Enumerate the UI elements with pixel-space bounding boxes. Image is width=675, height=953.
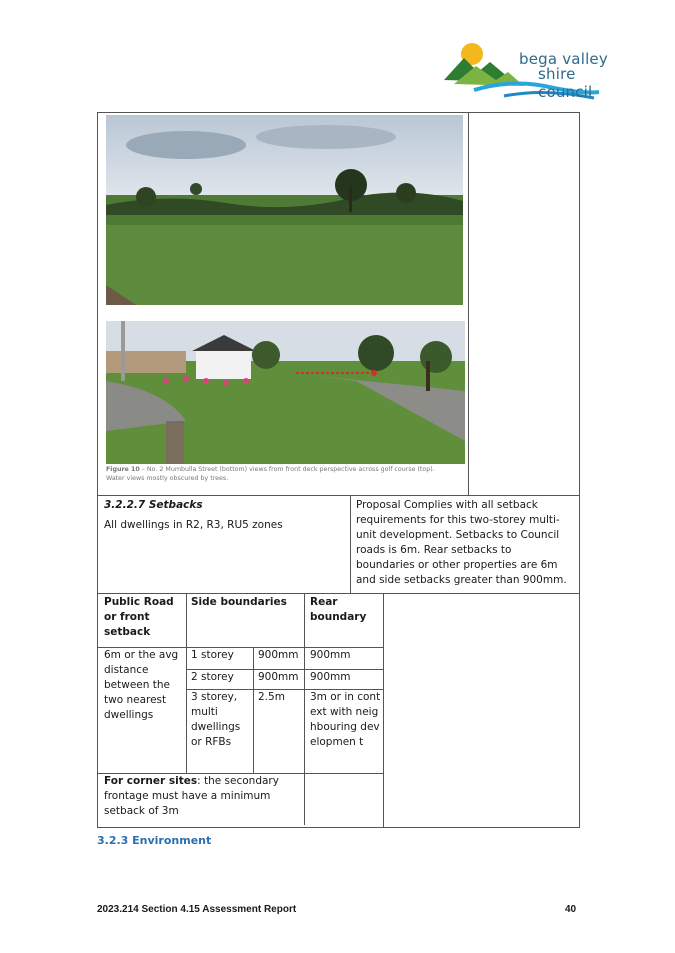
- row-side-3: 2.5m: [258, 691, 285, 703]
- divider: [304, 593, 305, 825]
- assessment-table: [97, 112, 580, 828]
- logo-text-bega-valley: bega valley: [519, 50, 608, 68]
- col-public-road: Public Road or front setback: [104, 596, 174, 638]
- divider: [186, 593, 187, 773]
- setbacks-comment: Proposal Complies with all setback requirements for this two-storey multi-unit development. Setbacks to Council roads is 6m. Rear setbacks to boundaries or other properties are 6m and side setbacks greater than 900mm.: [356, 499, 567, 586]
- row-storey-1: 1 storey: [191, 649, 234, 661]
- row-rear-3: 3m or in context with neighbouring developmen t: [310, 691, 381, 748]
- figure-cell: [98, 113, 469, 495]
- mumbulla-street-photo: [106, 321, 465, 464]
- golf-course-photo: [106, 115, 463, 305]
- corner-sites-text: : the secondary frontage must have a minimum setback of 3m: [104, 775, 279, 817]
- col-rear-boundary: Rear boundary: [310, 596, 367, 623]
- divider: [98, 495, 579, 496]
- corner-sites-label: For corner sites: [104, 775, 198, 787]
- divider: [253, 647, 254, 773]
- row-side-1: 900mm: [258, 649, 299, 661]
- divider: [98, 593, 579, 594]
- setbacks-zones: All dwellings in R2, R3, RU5 zones: [104, 519, 283, 531]
- page-number: 40: [565, 904, 577, 915]
- logo-text-shire-council: shire council: [538, 65, 593, 101]
- figure-caption-label: Figure 10: [106, 466, 140, 473]
- front-setback-value: 6m or the avg distance between the two nearest dwellings: [104, 649, 179, 721]
- figure-caption-line2: Water views mostly obscured by trees.: [106, 475, 229, 482]
- row-rear-1: 900mm: [310, 649, 351, 661]
- row-rear-2: 900mm: [310, 671, 351, 683]
- row-side-2: 900mm: [258, 671, 299, 683]
- corner-sites-note: [104, 774, 300, 819]
- row-storey-3: 3 storey, multi dwellings or RFBs: [191, 691, 241, 748]
- divider: [350, 495, 351, 593]
- figure-caption: [106, 465, 468, 483]
- footer-report-title: 2023.214 Section 4.15 Assessment Report: [97, 904, 297, 915]
- setbacks-heading: 3.2.2.7 Setbacks: [104, 499, 203, 511]
- council-logo: [444, 40, 634, 104]
- row-storey-2: 2 storey: [191, 671, 234, 683]
- environment-heading: 3.2.3 Environment: [97, 834, 212, 847]
- figure-caption-text: – No. 2 Mumbulla Street (bottom) views from front deck perspective across golf course (top).: [139, 466, 435, 473]
- divider: [383, 593, 384, 827]
- col-side-boundaries: Side boundaries: [191, 596, 287, 608]
